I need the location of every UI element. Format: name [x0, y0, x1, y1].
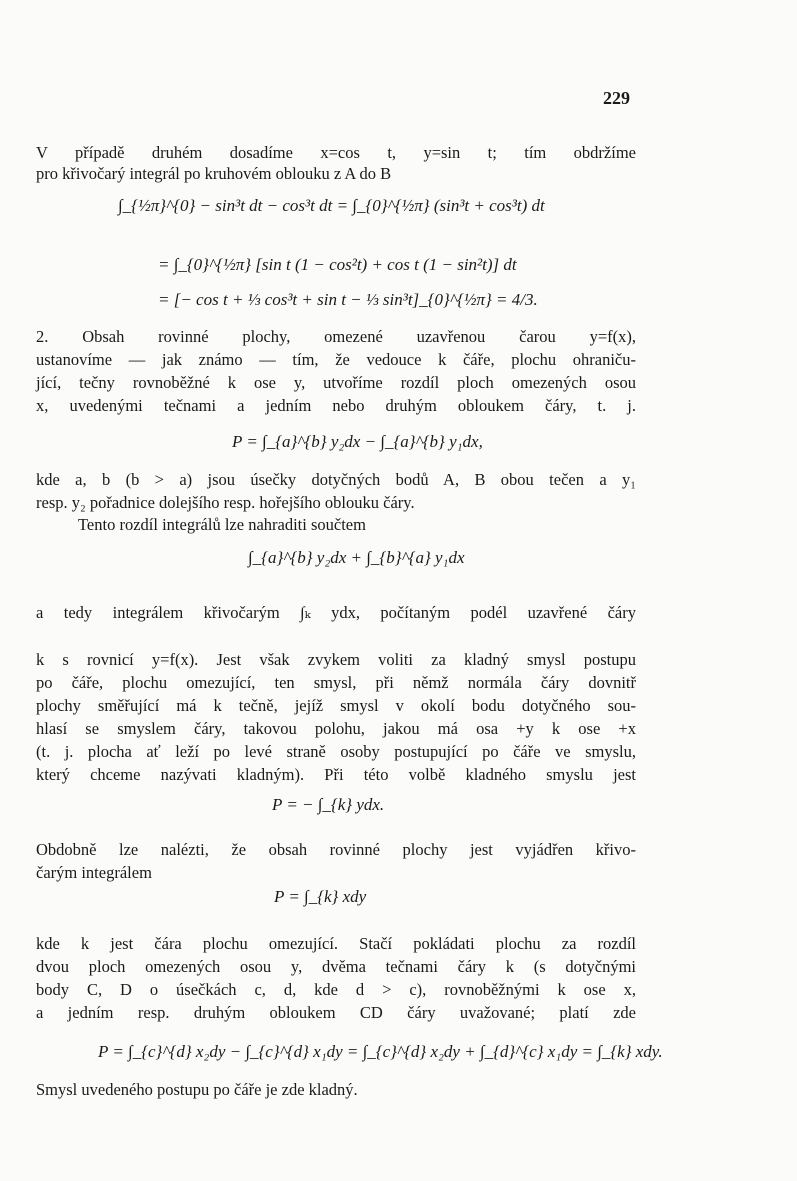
equation-2: = ∫_{0}^{½π} [sin t (1 − cos²t) + cos t (1 − sin²t)] dt [158, 255, 517, 274]
text-line: Obdobně lze nalézti, že obsah rovinné plochy jest vyjádřen křivo- [36, 840, 636, 859]
equation-3: = [− cos t + ⅓ cos³t + sin t − ⅓ sin³t]_{0}^{½π} = 4/3. [158, 290, 538, 309]
text-line: plochy směřující má k tečně, jejíž smysl v okolí bodu dotyčného sou- [36, 696, 636, 715]
text-line: ustanovíme — jak známo — tím, že vedouce k čáře, plochu ohraniču- [36, 350, 636, 369]
equation-1: ∫_{½π}^{0} − sin³t dt − cos³t dt = ∫_{0}^{½π} (sin³t + cos³t) dt [118, 196, 545, 215]
equation-4: P = ∫_{a}^{b} y₂dx − ∫_{a}^{b} y₁dx, [232, 432, 483, 451]
text-line: dvou ploch omezených osou y, dvěma tečnami čáry k (s dotyčnými [36, 957, 636, 976]
text-line: V případě druhém dosadíme x=cos t, y=sin t; tím obdržíme [36, 143, 636, 162]
equation-5: ∫_{a}^{b} y₂dx + ∫_{b}^{a} y₁dx [248, 548, 465, 567]
text-line: kde a, b (b > a) jsou úsečky dotyčných bodů A, B obou tečen a y₁ [36, 470, 636, 489]
text-line: čarým integrálem [36, 863, 152, 882]
page-number: 229 [603, 88, 630, 108]
text-line: pro křivočarý integrál po kruhovém oblouku z A do B [36, 164, 392, 183]
equation-7: P = ∫_{k} xdy [274, 887, 367, 906]
text-line: Smysl uvedeného postupu po čáře je zde kladný. [36, 1080, 358, 1099]
equation-6: P = − ∫_{k} ydx. [272, 795, 385, 814]
text-line: body C, D o úsečkách c, d, kde d > c), rovnoběžnými k ose x, [36, 980, 636, 999]
text-line: 2. Obsah rovinné plochy, omezené uzavřenou čarou y=f(x), [36, 327, 636, 346]
text-line: kde k jest čára plochu omezující. Stačí pokládati plochu za rozdíl [36, 934, 636, 953]
equation-8: P = ∫_{c}^{d} x₂dy − ∫_{c}^{d} x₁dy = ∫_{c}^{d} x₂dy + ∫_{d}^{c} x₁dy = ∫_{k} xdy. [98, 1042, 663, 1061]
text-line: (t. j. plocha ať leží po levé straně osoby postupující po čáře ve smyslu, [36, 742, 636, 761]
text-line: Tento rozdíl integrálů lze nahraditi součtem [78, 515, 366, 534]
text-line: po čáře, plochu omezující, ten smysl, při němž normála čáry dovnitř [36, 673, 636, 692]
text-line: hlasí se smyslem čáry, takovou polohu, jakou má osa +y k ose +x [36, 719, 636, 738]
text-line: a tedy integrálem křivočarým ∫ₖ ydx, počítaným podél uzavřené čáry [36, 603, 636, 622]
text-line: k s rovnicí y=f(x). Jest však zvykem voliti za kladný smysl postupu [36, 650, 636, 669]
text-line: a jedním resp. druhým obloukem CD čáry uvažované; platí zde [36, 1003, 636, 1022]
text-line: který chceme nazývati kladným). Při této volbě kladného smyslu jest [36, 765, 636, 784]
text-line: resp. y₂ pořadnice dolejšího resp. hořejšího oblouku čáry. [36, 493, 415, 512]
text-line: jící, tečny rovnoběžné k ose y, utvoříme rozdíl ploch omezených osou [36, 373, 636, 392]
text-line: x, uvedenými tečnami a jedním nebo druhým obloukem čáry, t. j. [36, 396, 636, 415]
